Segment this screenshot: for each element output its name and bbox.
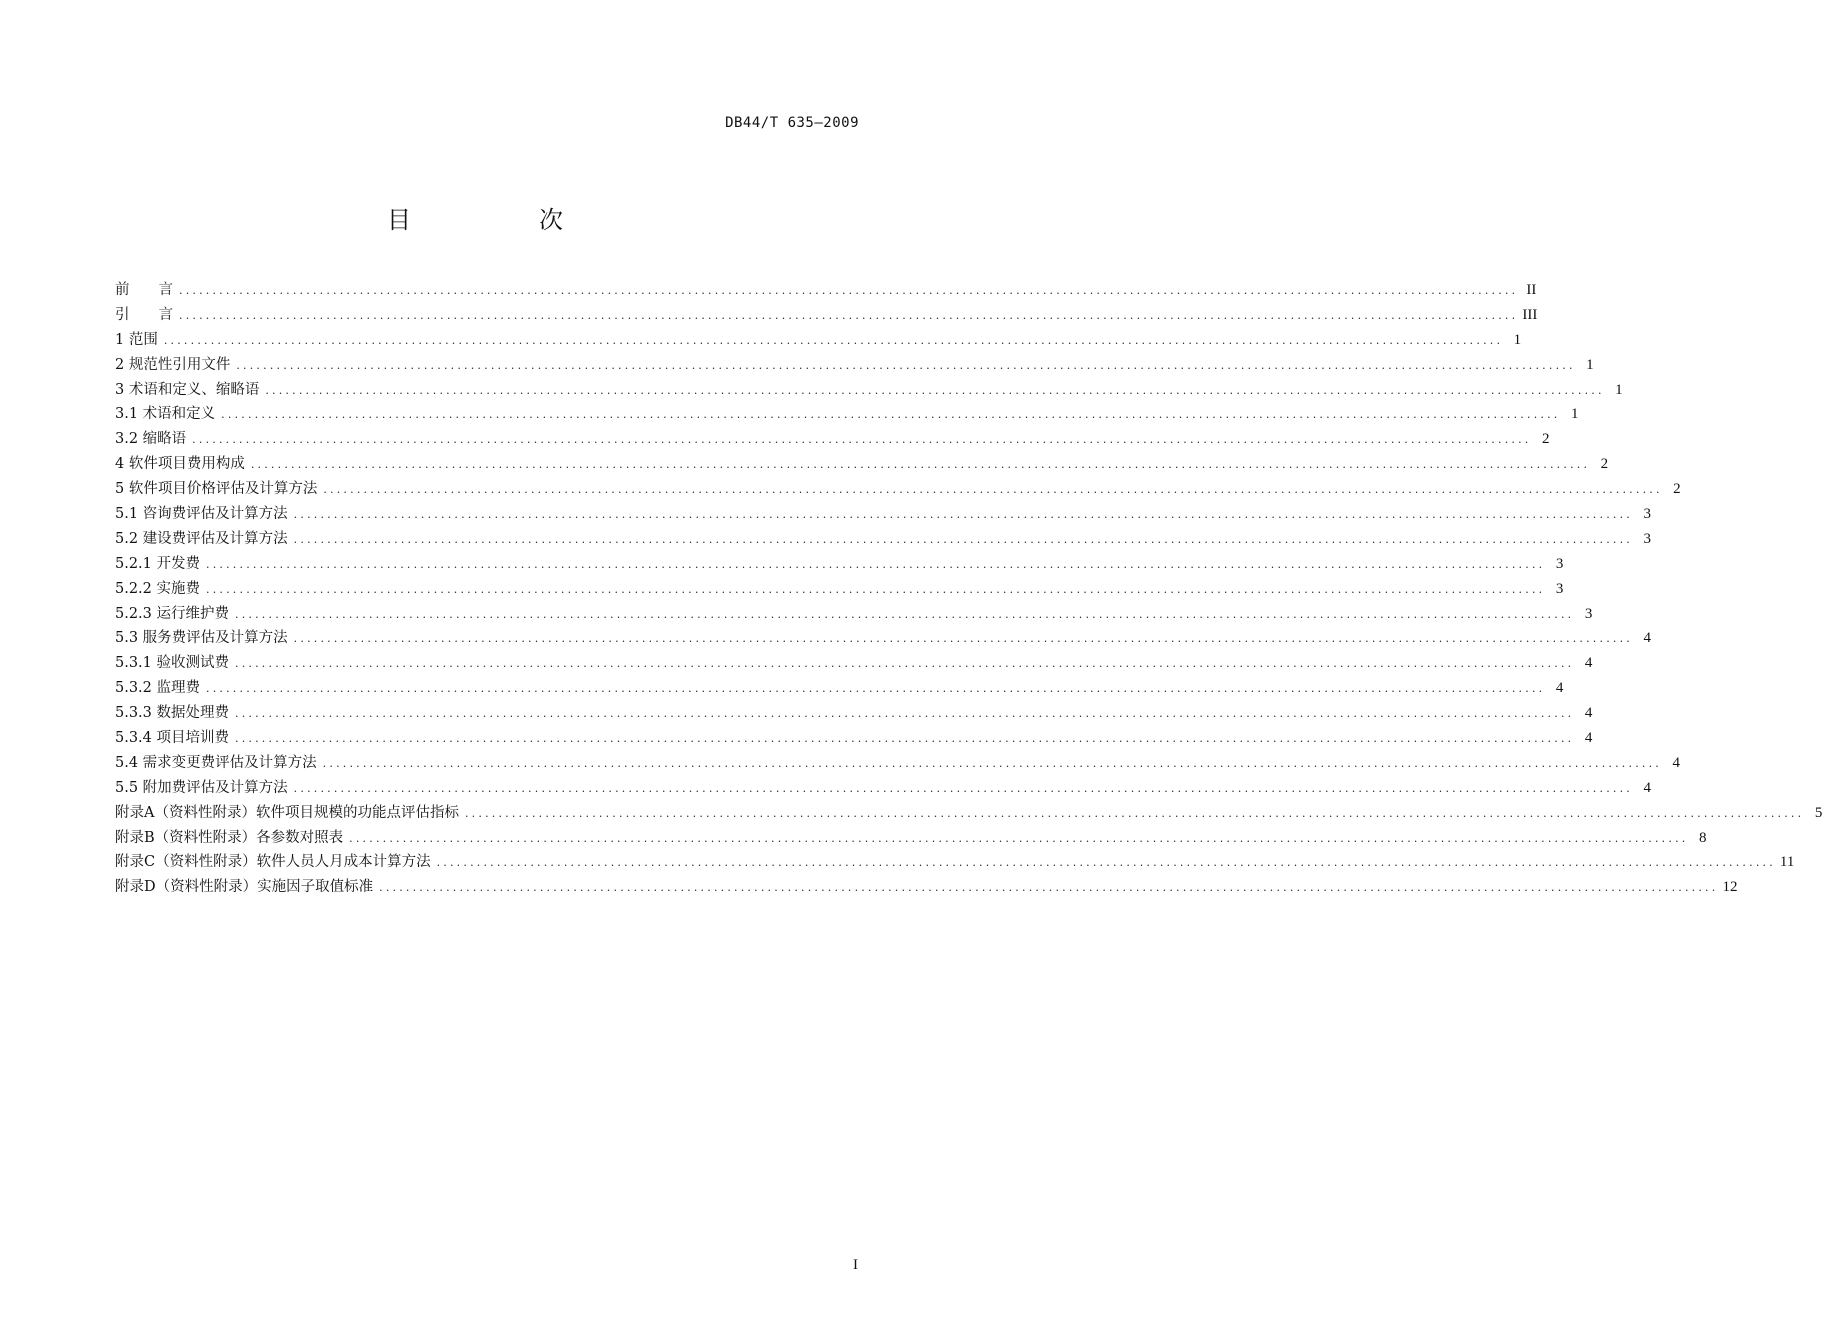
toc-entry-label: 5.2.2 实施费 bbox=[115, 580, 201, 597]
toc-leader-dots: ........................................................................................................................................................................................................ bbox=[464, 806, 1805, 820]
toc-entry-page: 4 bbox=[1555, 680, 1564, 697]
toc-entry-page: 4 bbox=[1643, 630, 1651, 647]
toc-leader-dots: ........................................................................................................................................................................................................ bbox=[236, 358, 1576, 372]
toc-leader-dots: ........................................................................................................................................................................................................ bbox=[163, 333, 1504, 347]
toc-entry-label: 5.1 咨询费评估及计算方法 bbox=[115, 506, 288, 523]
toc-entry-label: 3.2 缩略语 bbox=[115, 431, 187, 448]
toc-entry-label: 5.2 建设费评估及计算方法 bbox=[115, 530, 288, 547]
toc-entry[interactable] bbox=[115, 626, 1651, 651]
toc-entry[interactable] bbox=[115, 850, 1795, 875]
toc-leader-dots: ........................................................................................................................................................................................................ bbox=[235, 657, 1575, 671]
toc-entry-page: 12 bbox=[1722, 879, 1738, 896]
toc-entry[interactable] bbox=[115, 776, 1651, 801]
toc-entry-page: 4 bbox=[1584, 730, 1593, 747]
toc-entry-label: 4 软件项目费用构成 bbox=[115, 456, 245, 473]
toc-leader-dots: ........................................................................................................................................................................................................ bbox=[265, 383, 1605, 397]
toc-leader-dots: ........................................................................................................................................................................................................ bbox=[379, 881, 1719, 895]
toc-entry-label: 附录D（资料性附录）实施因子取值标准 bbox=[115, 879, 374, 896]
toc-entry[interactable] bbox=[115, 826, 1707, 851]
toc-entry-label: 附录A（资料性附录）软件项目规模的功能点评估指标 bbox=[115, 804, 459, 821]
toc-entry-label: 5.3.4 项目培训费 bbox=[115, 730, 230, 747]
toc-entry-label: 5.3.2 监理费 bbox=[115, 680, 201, 697]
toc-entry-label: 5.2.1 开发费 bbox=[115, 555, 201, 572]
toc-entry[interactable] bbox=[115, 801, 1822, 826]
toc-entry-label: 5.5 附加费评估及计算方法 bbox=[115, 779, 288, 796]
toc-title: 目 次 bbox=[387, 206, 615, 234]
toc-leader-dots: ........................................................................................................................................................................................................ bbox=[293, 508, 1633, 522]
toc-entry-page: 3 bbox=[1584, 605, 1593, 622]
document-code: DB44/T 635—2009 bbox=[725, 115, 859, 131]
toc-entry-page: 2 bbox=[1542, 431, 1550, 448]
toc-leader-dots: ........................................................................................................................................................................................................ bbox=[235, 732, 1575, 746]
toc-entry-label: 1 范围 bbox=[115, 331, 158, 348]
toc-entry[interactable] bbox=[115, 353, 1594, 378]
toc-entry-label: 5.4 需求变更费评估及计算方法 bbox=[115, 754, 317, 771]
toc-entry-page: 1 bbox=[1571, 406, 1579, 423]
toc-entry[interactable] bbox=[115, 552, 1564, 577]
toc-entry-page: 4 bbox=[1672, 754, 1680, 771]
toc-entry[interactable] bbox=[115, 477, 1681, 502]
toc-entry[interactable] bbox=[115, 577, 1564, 602]
toc-entry-page: 3 bbox=[1555, 580, 1564, 597]
toc-leader-dots: ........................................................................................................................................................................................................ bbox=[323, 483, 1663, 497]
toc-entry-label: 5.3.1 验收测试费 bbox=[115, 655, 230, 672]
toc-entry-page: II bbox=[1526, 282, 1537, 298]
toc-entry[interactable] bbox=[115, 303, 1538, 328]
toc-entry-page: 4 bbox=[1584, 705, 1593, 722]
toc-entry-label: 5.3 服务费评估及计算方法 bbox=[115, 630, 288, 647]
toc-leader-dots: ........................................................................................................................................................................................................ bbox=[322, 756, 1662, 770]
toc-entry[interactable] bbox=[115, 726, 1593, 751]
toc-leader-dots: ........................................................................................................................................................................................................ bbox=[179, 308, 1519, 322]
toc-entry-page: 1 bbox=[1615, 381, 1623, 398]
toc-entry-page: 2 bbox=[1600, 456, 1609, 473]
toc-entry-page: 3 bbox=[1555, 555, 1564, 572]
toc-leader-dots: ........................................................................................................................................................................................................ bbox=[293, 632, 1633, 646]
toc-entry-page: 11 bbox=[1779, 854, 1795, 871]
toc-entry[interactable] bbox=[115, 378, 1623, 403]
toc-leader-dots: ........................................................................................................................................................................................................ bbox=[206, 682, 1546, 696]
toc-entry-page: 1 bbox=[1513, 331, 1522, 348]
toc-entry-label: 前 言 bbox=[115, 282, 173, 298]
toc-entry[interactable] bbox=[115, 502, 1651, 527]
toc-leader-dots: ........................................................................................................................................................................................................ bbox=[349, 831, 1689, 845]
toc-entry-page: 1 bbox=[1586, 356, 1594, 373]
toc-leader-dots: ........................................................................................................................................................................................................ bbox=[436, 856, 1776, 870]
toc-entry-page: 4 bbox=[1643, 779, 1651, 796]
toc-entry-page: 8 bbox=[1698, 829, 1707, 846]
toc-entry-label: 附录B（资料性附录）各参数对照表 bbox=[115, 829, 344, 846]
toc-entry-label: 5 软件项目价格评估及计算方法 bbox=[115, 481, 318, 498]
toc-entry-page: 4 bbox=[1584, 655, 1593, 672]
toc-entry-label: 5.3.3 数据处理费 bbox=[115, 705, 230, 722]
toc-entry[interactable] bbox=[115, 875, 1738, 900]
toc-entry-page: 3 bbox=[1643, 506, 1651, 523]
toc-leader-dots: ........................................................................................................................................................................................................ bbox=[235, 607, 1575, 621]
toc-entry[interactable] bbox=[115, 701, 1593, 726]
toc-entry-label: 2 规范性引用文件 bbox=[115, 356, 231, 373]
toc-entry[interactable] bbox=[115, 602, 1593, 627]
toc-entry[interactable] bbox=[115, 452, 1609, 477]
toc-entry[interactable] bbox=[115, 676, 1564, 701]
toc-leader-dots: ........................................................................................................................................................................................................ bbox=[235, 707, 1575, 721]
toc-entry-page: III bbox=[1522, 306, 1538, 323]
toc-entry-page: 2 bbox=[1673, 481, 1681, 498]
toc-entry[interactable] bbox=[115, 402, 1579, 427]
toc-entry-page: 5 bbox=[1814, 804, 1822, 821]
toc-entry-label: 引 言 bbox=[115, 306, 173, 323]
toc-leader-dots: ........................................................................................................................................................................................................ bbox=[221, 408, 1561, 422]
toc-entry[interactable] bbox=[115, 278, 1537, 303]
toc-entry-label: 5.2.3 运行维护费 bbox=[115, 605, 230, 622]
toc-entry[interactable] bbox=[115, 651, 1593, 676]
toc-leader-dots: ........................................................................................................................................................................................................ bbox=[206, 582, 1546, 596]
toc-leader-dots: ........................................................................................................................................................................................................ bbox=[206, 557, 1546, 571]
toc-entry[interactable] bbox=[115, 751, 1680, 776]
toc-leader-dots: ........................................................................................................................................................................................................ bbox=[293, 532, 1633, 546]
toc-entry[interactable] bbox=[115, 427, 1550, 452]
toc-entry-label: 3 术语和定义、缩略语 bbox=[115, 381, 260, 398]
table-of-contents bbox=[115, 278, 1822, 900]
toc-entry-page: 3 bbox=[1643, 530, 1651, 547]
page-number: I bbox=[853, 1257, 858, 1273]
toc-entry-label: 3.1 术语和定义 bbox=[115, 406, 216, 423]
toc-leader-dots: ........................................................................................................................................................................................................ bbox=[293, 781, 1633, 795]
toc-entry[interactable] bbox=[115, 527, 1651, 552]
toc-leader-dots: ........................................................................................................................................................................................................ bbox=[250, 458, 1591, 472]
toc-leader-dots: ........................................................................................................................................................................................................ bbox=[192, 433, 1532, 447]
toc-entry-label: 附录C（资料性附录）软件人员人月成本计算方法 bbox=[115, 854, 431, 871]
toc-leader-dots: ........................................................................................................................................................................................................ bbox=[179, 284, 1519, 297]
toc-entry[interactable] bbox=[115, 328, 1522, 353]
